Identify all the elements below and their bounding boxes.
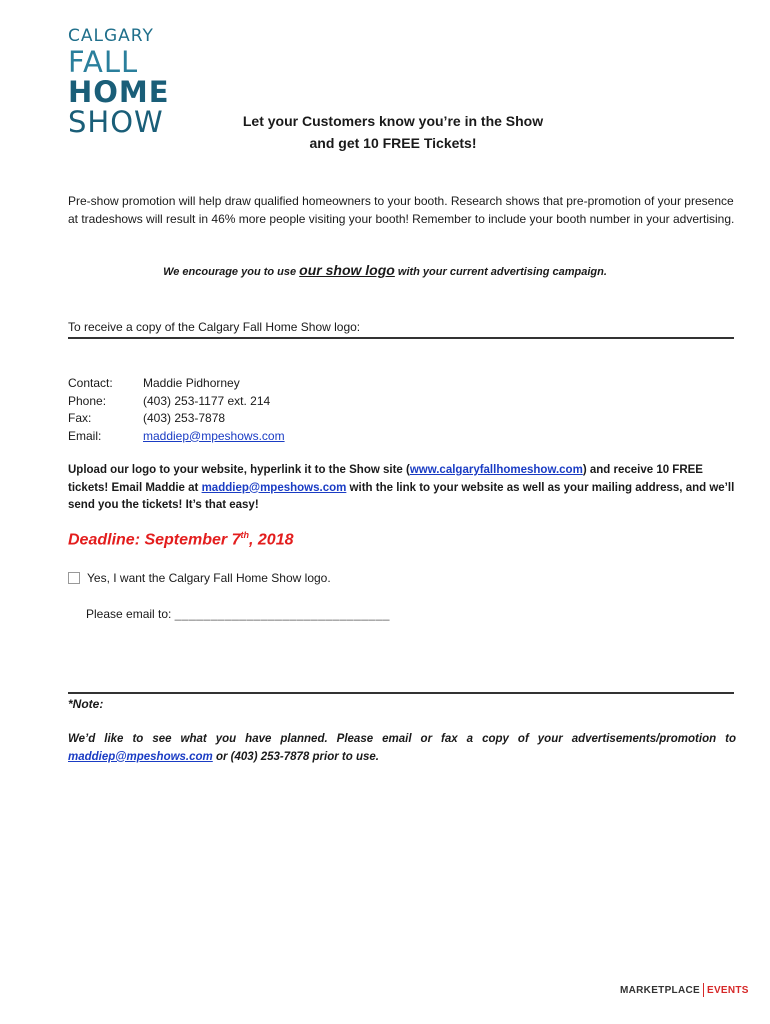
title-line-2: and get 10 FREE Tickets!: [309, 135, 477, 151]
deadline-sup: th: [240, 530, 249, 540]
copy-label: To receive a copy of the Calgary Fall Home Show logo:: [68, 320, 361, 334]
upload-instructions: [68, 462, 736, 515]
upload-text-2: ) and receive 10 FREE tickets! Email Maddie at: [68, 464, 703, 494]
phone-value: (403) 253-1177 ext. 214: [143, 393, 271, 408]
fax-label: Fax:: [68, 411, 92, 425]
divider-top: [68, 337, 734, 339]
deadline: [68, 530, 293, 549]
note-email-link[interactable]: maddiep@mpeshows.com: [68, 750, 213, 763]
contact-block: [68, 375, 285, 445]
logo-line-calgary: CALGARY: [68, 26, 154, 46]
note-text-1: We’d like to see what you have planned. Please email or fax a copy of your advertisements/promotion to: [68, 733, 736, 745]
note-body: [68, 731, 736, 766]
divider-bottom: [68, 692, 734, 694]
email-label: Email:: [68, 428, 102, 443]
note-text-2: or (403) 253-7878 prior to use.: [212, 750, 379, 763]
email-to-label: Please email to:: [86, 607, 172, 621]
email-row: [68, 428, 285, 446]
upload-email-link[interactable]: maddiep@mpeshows.com: [201, 481, 347, 494]
intro-paragraph: Pre-show promotion will help draw qualified homeowners to your booth. Research shows that pre-promotion of your presence at tradeshows will result in 46% more people visiting your booth! Remember to include your booth number in your advertising.: [68, 194, 735, 226]
phone-row: [68, 393, 285, 411]
note-title: *Note:: [68, 697, 104, 711]
logo-request-label: Yes, I want the Calgary Fall Home Show logo.: [87, 571, 331, 585]
logo-line-show: SHOW: [68, 105, 164, 139]
email-to-row: [86, 607, 390, 621]
encourage-before: We encourage you to use: [163, 266, 300, 278]
footer-marketplace: MARKETPLACE: [620, 984, 700, 996]
fax-row: [68, 410, 285, 428]
upload-text-1: Upload our logo to your website, hyperlink it to the Show site (: [68, 464, 410, 476]
encourage-after: with your current advertising campaign.: [394, 266, 607, 278]
deadline-suffix: , 2018: [249, 531, 294, 549]
logo-request-checkbox[interactable]: [68, 572, 80, 584]
logo-line-fall: FALL: [68, 45, 139, 79]
deadline-prefix: Deadline: September 7: [68, 531, 241, 549]
title-line-1: Let your Customers know you’re in the Show: [242, 113, 544, 129]
marketplace-events-logo: [620, 983, 749, 997]
contact-email-link[interactable]: maddiep@mpeshows.com: [143, 428, 285, 443]
show-site-link[interactable]: www.calgaryfallhomeshow.com: [409, 464, 583, 476]
upload-text-3: with the link to your website as well as your mailing address, and we’ll send you the tickets! It’s that easy!: [68, 481, 735, 511]
logo-line-home: HOME: [68, 75, 170, 109]
show-logo-link[interactable]: our show logo: [299, 262, 395, 278]
phone-label: Phone:: [68, 393, 107, 408]
page-title: [0, 105, 770, 154]
email-to-field[interactable]: ______________________________: [174, 607, 390, 621]
footer-separator: [703, 983, 704, 997]
encourage-line: [0, 262, 770, 278]
contact-label: Contact:: [68, 376, 113, 390]
footer-events: EVENTS: [706, 984, 749, 996]
logo-request-row: [68, 571, 331, 585]
contact-row: [68, 375, 285, 393]
contact-name: Maddie Pidhorney: [143, 376, 240, 390]
fax-value: (403) 253-7878: [143, 411, 226, 425]
